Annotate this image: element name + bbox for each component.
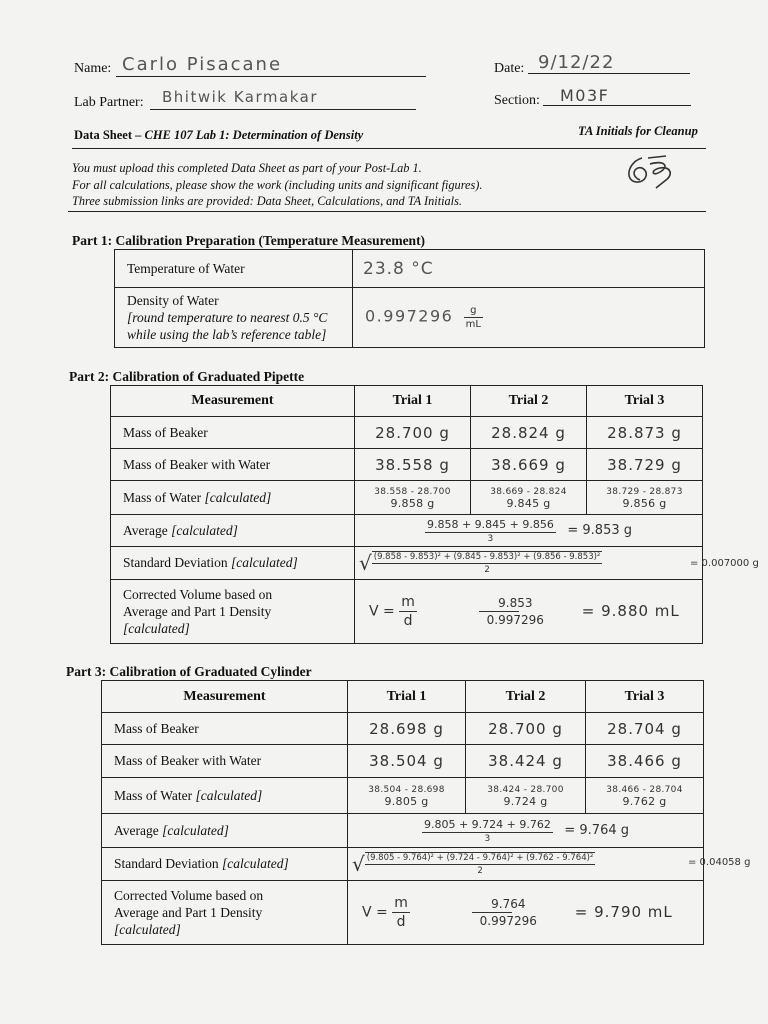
table-row: [102, 881, 704, 945]
sheet-title: [74, 128, 363, 143]
ta-initials-label: TA Initials for Cleanup: [578, 124, 698, 138]
row-label-volume: Corrected Volume based on Average and Part 1 Density [calculated]: [111, 580, 355, 644]
volume-cell: V = $\frac{m}{d}$ $\frac{9.853}{0.997296}$ = 9.880 mL: [355, 580, 703, 644]
volume-result: = 9.790 mL: [574, 902, 673, 921]
water-trial2: 38.424 - 28.700 9.724 g: [466, 778, 586, 814]
temp-label: Temperature of Water: [115, 250, 353, 288]
col-trial3: Trial 3: [586, 681, 704, 713]
col-trial3: Trial 3: [587, 386, 703, 417]
average-cell: $\frac{9.858 + 9.845 + 9.856}{3}$ = 9.853 g: [355, 515, 703, 547]
sheet-title-course: CHE 107 Lab 1: Determination of Density: [144, 128, 364, 142]
beaker-water-trial1: 38.504 g: [348, 745, 466, 778]
density-note-2: while using the lab’s reference table]: [127, 327, 327, 342]
row-label-stdev: Standard Deviation [calculated]: [102, 848, 348, 881]
table-row: [115, 250, 705, 288]
table-row: [102, 848, 704, 881]
row-label-average: Average [calculated]: [111, 515, 355, 547]
beaker-trial3: 28.704 g: [586, 713, 704, 745]
beaker-water-trial3: 38.729 g: [587, 449, 703, 481]
part1-table: [114, 249, 705, 348]
instructions: [72, 160, 482, 210]
partner-value: Bhitwik Karmakar: [162, 88, 318, 106]
density-value: 0.997296: [365, 306, 454, 326]
row-label-water: Mass of Water [calculated]: [111, 481, 355, 515]
table-row: [115, 288, 705, 348]
partner-line: [150, 109, 416, 110]
row-label-stdev: Standard Deviation [calculated]: [111, 547, 355, 580]
water-trial2: 38.669 - 28.824 9.845 g: [471, 481, 587, 515]
part2-stdev-result: = 0.007000 g: [690, 558, 759, 569]
part3-title: Part 3: Calibration of Graduated Cylinder: [66, 664, 312, 679]
density-unit: $\frac{g}{mL}$: [465, 305, 481, 330]
row-label-volume: Corrected Volume based on Average and Part 1 Density [calculated]: [102, 881, 348, 945]
stdev-cell: √ $\frac{\text{(9.858 - 9.853)² + (9.845 - 9.853)² + (9.856 - 9.853)²}}{2}$: [355, 547, 703, 580]
beaker-water-trial3: 38.466 g: [586, 745, 704, 778]
row-label-water: Mass of Water [calculated]: [102, 778, 348, 814]
table-row: [102, 778, 704, 814]
part3-stdev-result: = 0.04058 g: [688, 857, 751, 868]
beaker-trial2: 28.824 g: [471, 417, 587, 449]
partner-label: Lab Partner:: [74, 95, 144, 110]
sheet-title-prefix: Data Sheet –: [74, 128, 145, 142]
col-trial2: Trial 2: [466, 681, 586, 713]
date-value: 9/12/22: [538, 52, 615, 73]
beaker-water-trial2: 38.669 g: [471, 449, 587, 481]
table-row: [111, 449, 703, 481]
density-value-cell: [353, 288, 705, 348]
part3-table: [101, 680, 704, 945]
col-trial1: Trial 1: [348, 681, 466, 713]
temp-value: 23.8 °C: [353, 250, 705, 288]
table-row: [102, 745, 704, 778]
section-label: Section:: [494, 93, 540, 108]
water-trial1: 38.504 - 28.698 9.805 g: [348, 778, 466, 814]
average-result: = 9.853 g: [567, 522, 633, 538]
table-row: [111, 580, 703, 644]
part2-title: Part 2: Calibration of Graduated Pipette: [69, 369, 305, 384]
water-trial3: 38.466 - 28.704 9.762 g: [586, 778, 704, 814]
date-label: Date:: [494, 61, 525, 76]
row-label-average: Average [calculated]: [102, 814, 348, 848]
water-trial1: 38.558 - 28.700 9.858 g: [355, 481, 471, 515]
table-row: [111, 547, 703, 580]
table-header-row: [111, 386, 703, 417]
name-label: Name:: [74, 61, 112, 76]
instructions-rule: [68, 211, 706, 212]
beaker-water-trial1: 38.558 g: [355, 449, 471, 481]
beaker-water-trial2: 38.424 g: [466, 745, 586, 778]
instruction-line: For all calculations, please show the work (including units and significant figures).: [72, 177, 483, 192]
density-label: Density of Water: [127, 293, 219, 308]
date-line: [528, 73, 690, 74]
water-trial3: 38.729 - 28.873 9.856 g: [587, 481, 703, 515]
beaker-trial2: 28.700 g: [466, 713, 586, 745]
title-rule: [72, 148, 706, 149]
average-result: = 9.764 g: [564, 822, 630, 838]
row-label: Mass of Beaker with Water: [111, 449, 355, 481]
col-trial2: Trial 2: [471, 386, 587, 417]
density-label-cell: [115, 288, 353, 348]
name-line: [116, 76, 426, 77]
average-cell: $\frac{9.805 + 9.724 + 9.762}{3}$ = 9.764 g: [348, 814, 704, 848]
section-value: M03F: [560, 86, 610, 105]
instruction-line: Three submission links are provided: Data Sheet, Calculations, and TA Initials.: [72, 194, 462, 208]
beaker-trial1: 28.700 g: [355, 417, 471, 449]
table-row: [111, 515, 703, 547]
volume-result: = 9.880 mL: [581, 601, 680, 620]
row-label: Mass of Beaker: [111, 417, 355, 449]
instruction-line: You must upload this completed Data Sheet as part of your Post-Lab 1.: [72, 161, 422, 175]
ta-initials-signature: [620, 150, 682, 192]
table-row: [111, 481, 703, 515]
col-measurement: Measurement: [111, 386, 355, 417]
beaker-trial3: 28.873 g: [587, 417, 703, 449]
col-trial1: Trial 1: [355, 386, 471, 417]
table-row: [102, 713, 704, 745]
section-line: [543, 105, 691, 106]
table-row: [111, 417, 703, 449]
volume-cell: V = $\frac{m}{d}$ $\frac{9.764}{0.997296}$ = 9.790 mL: [348, 881, 704, 945]
name-value: Carlo Pisacane: [122, 54, 283, 75]
beaker-trial1: 28.698 g: [348, 713, 466, 745]
row-label: Mass of Beaker with Water: [102, 745, 348, 778]
part1-title: Part 1: Calibration Preparation (Temperature Measurement): [72, 233, 426, 248]
table-header-row: [102, 681, 704, 713]
table-row: [102, 814, 704, 848]
part2-table: [110, 385, 703, 644]
stdev-cell: √ $\frac{\text{(9.805 - 9.764)² + (9.724 - 9.764)² + (9.762 - 9.764)²}}{2}$: [348, 848, 704, 881]
col-measurement: Measurement: [102, 681, 348, 713]
density-note-1: [round temperature to nearest 0.5 °C: [127, 310, 328, 325]
row-label: Mass of Beaker: [102, 713, 348, 745]
